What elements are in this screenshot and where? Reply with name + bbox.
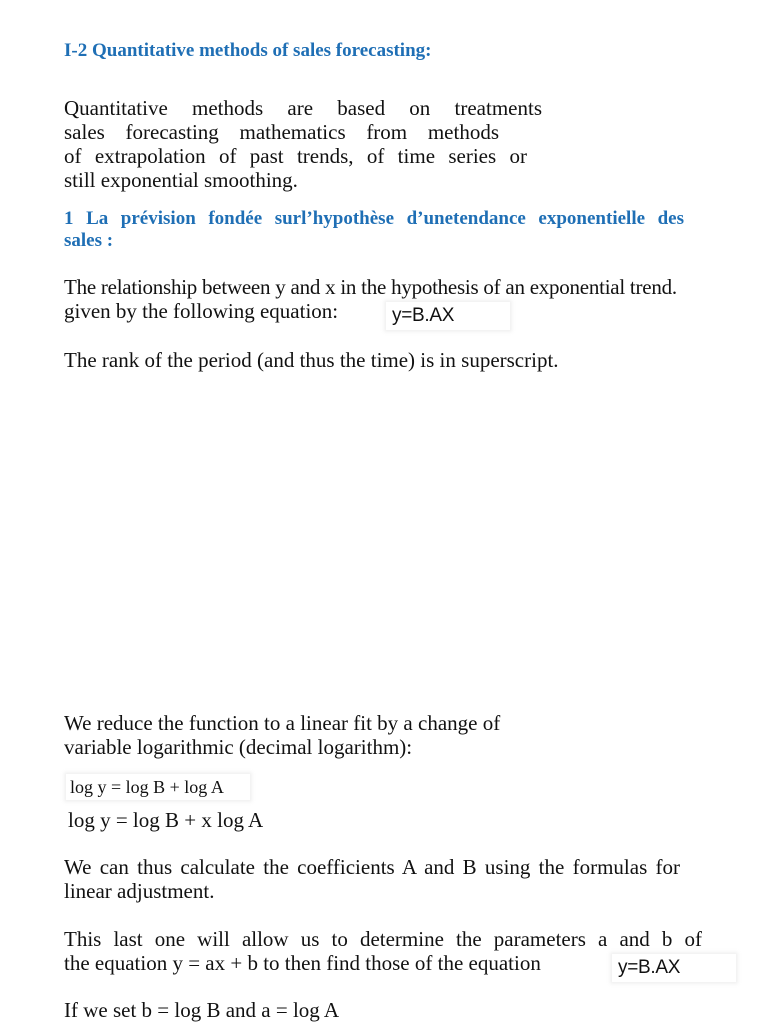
subheading-line-1: 1 La prévision fondée surl’hypothèse d’unetendance exponentielle des bbox=[64, 208, 684, 229]
last-line-2: the equation y = ax + b to then find those of the equation bbox=[64, 951, 541, 975]
rank-line: The rank of the period (and thus the time) is in superscript. bbox=[64, 348, 559, 372]
intro-line-3: of extrapolation of past trends, of time series or bbox=[64, 144, 527, 168]
reduce-line-2: variable logarithmic (decimal logarithm): bbox=[64, 735, 413, 759]
subheading-line-2: sales : bbox=[64, 230, 114, 251]
intro-line-2: sales forecasting mathematics from methods bbox=[64, 120, 499, 144]
equation-image-1: y=B.AX bbox=[386, 302, 510, 330]
set-line: If we set b = log B and a = log A bbox=[64, 998, 340, 1022]
relationship-line-1: The relationship between y and x in the hypothesis of an exponential trend. bbox=[64, 275, 677, 299]
intro-line-4: still exponential smoothing. bbox=[64, 168, 298, 192]
log-formula-text: log y = log B + x log A bbox=[68, 808, 264, 832]
relationship-line-2: given by the following equation: bbox=[64, 299, 339, 323]
reduce-line-1: We reduce the function to a linear fit by a change of bbox=[64, 711, 501, 735]
intro-line-1: Quantitative methods are based on treatments bbox=[64, 96, 542, 120]
log-formula-image: log y = log B + log A bbox=[66, 774, 250, 800]
calc-line-2: linear adjustment. bbox=[64, 879, 215, 903]
section-heading: I-2 Quantitative methods of sales forecasting: bbox=[64, 40, 432, 61]
last-line-1: This last one will allow us to determine the parameters a and b of bbox=[64, 927, 702, 951]
equation-image-2: y=B.AX bbox=[612, 954, 736, 982]
calc-line-1: We can thus calculate the coefficients A and B using the formulas for bbox=[64, 855, 680, 879]
